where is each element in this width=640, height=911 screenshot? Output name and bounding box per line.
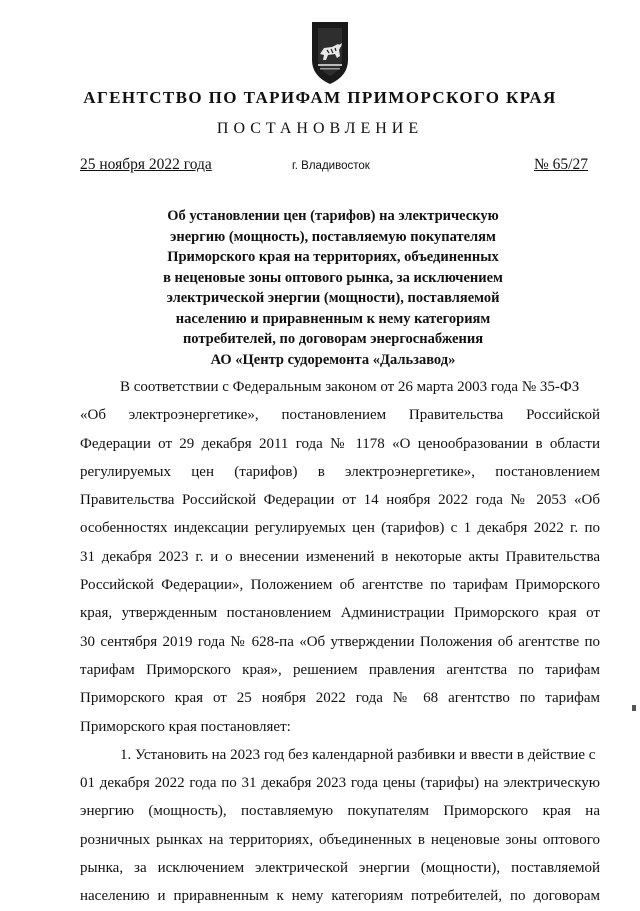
body-line: 1. Установить на 2023 год без календарной разбивки и ввести в действие с [120, 746, 596, 763]
subject-line: Об установлении цен (тарифов) на электрическую [167, 208, 499, 224]
body-line: Приморского края от 25 ноября 2022 года № 68 агентство по тарифам [80, 690, 600, 707]
subject-line: Приморского края на территориях, объединенных [167, 249, 499, 265]
body-line: населению и приравненным к нему категориям потребителей, по договорам [80, 888, 600, 905]
document-number: № 65/27 [534, 156, 588, 173]
body-line: особенностях индексации регулируемых цен (тарифов) с 1 декабря 2022 г. по [80, 520, 600, 537]
subject-line: населению и приравненным к нему категориям [175, 310, 491, 327]
document-type: ПОСТАНОВЛЕНИЕ [216, 120, 424, 137]
body-line: тарифам Приморского края», решением правления агентства по тарифам [80, 661, 600, 678]
coat-of-arms-emblem [302, 20, 358, 86]
body-line: Российской Федерации», Положением об агентстве по тарифам Приморского [80, 577, 600, 594]
scan-edge-mark [632, 705, 636, 711]
body-line: регулируемых цен (тарифов) в электроэнергетике», постановлением [80, 463, 600, 480]
body-line: Правительства Российской Федерации от 14 ноября 2022 года № 2053 «Об [80, 492, 600, 509]
body-line: Федерации от 29 декабря 2011 года № 1178 «О ценообразовании в области [80, 435, 600, 452]
agency-title: АГЕНТСТВО ПО ТАРИФАМ ПРИМОРСКОГО КРАЯ [83, 88, 557, 107]
body-line: 31 декабря 2023 г. и о внесении изменений в некоторые акты Правительства [80, 548, 600, 565]
body-line: 30 сентября 2019 года № 628-па «Об утверждении Положения об агентстве по [80, 633, 600, 650]
document-subject [110, 206, 556, 370]
body-line: В соответствии с Федеральным законом от 26 марта 2003 года № 35-ФЗ [120, 379, 580, 395]
subject-line: АО «Центр судоремонта «Дальзавод» [210, 351, 456, 368]
body-line: рынка, за исключением электрической энергии (мощности), поставляемой [80, 860, 600, 877]
body-line: «Об электроэнергетике», постановлением Правительства Российской [80, 407, 600, 424]
body-line: Приморского края постановляет: [80, 718, 291, 735]
subject-line: электрической энергии (мощности), поставляемой [166, 290, 500, 306]
document-city: г. Владивосток [292, 160, 370, 172]
subject-line: энергию (мощность), поставляемую покупателям [170, 228, 496, 245]
document-date: 25 ноября 2022 года [80, 156, 212, 173]
body-line: розничных рынках на территориях, объединенных в неценовые зоны оптового [80, 831, 600, 848]
body-line: энергию (мощность), поставляемую покупателям Приморского края на [80, 803, 600, 820]
subject-line: в неценовые зоны оптового рынка, за исключением [163, 269, 503, 286]
body-line: края, утвержденным постановлением Администрации Приморского края от [80, 605, 600, 622]
body-line: 01 декабря 2022 года по 31 декабря 2023 года цены (тарифы) на электрическую [80, 775, 600, 792]
document-body [80, 373, 600, 911]
subject-line: потребителей, по договорам энергоснабжения [182, 331, 484, 347]
